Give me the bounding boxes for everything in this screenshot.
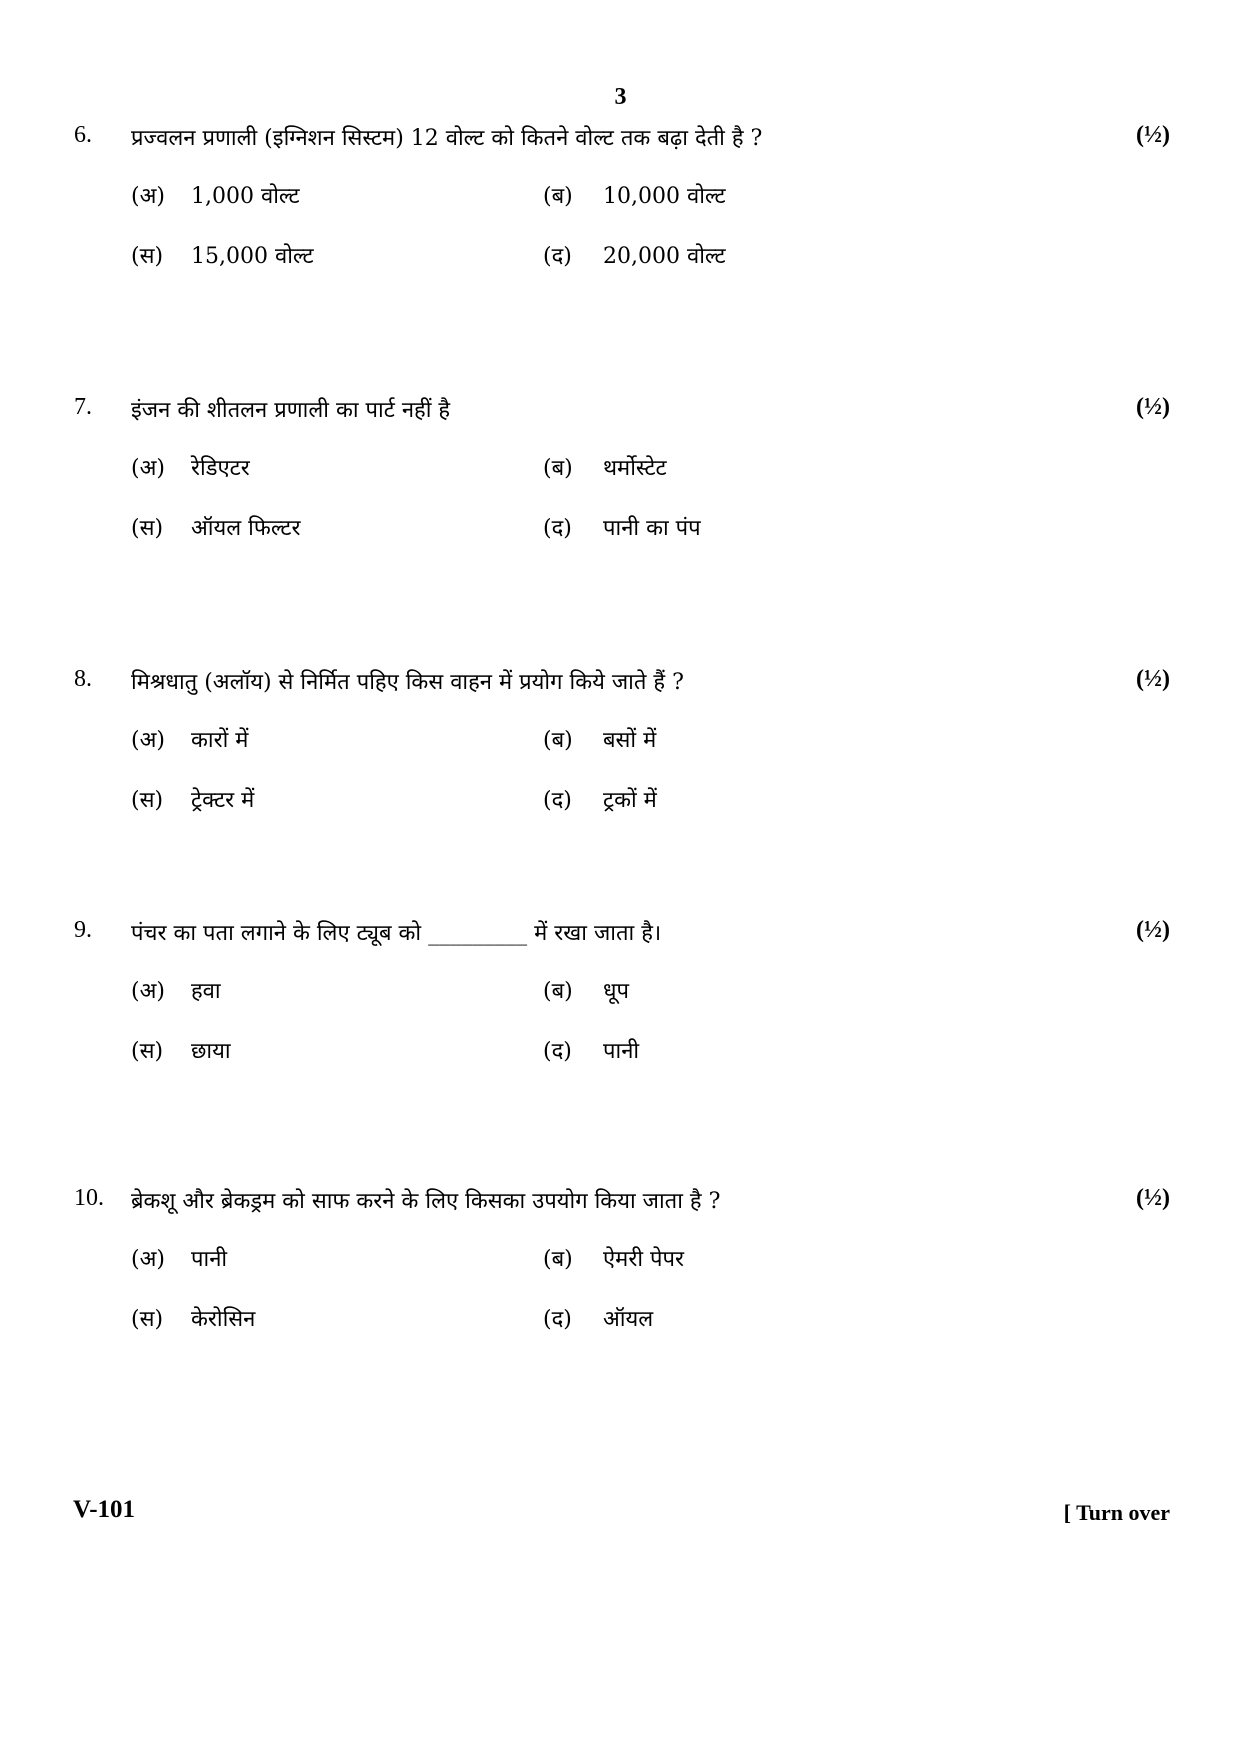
- question-text: प्रज्वलन प्रणाली (इग्निशन सिस्टम) 12 वोल्ट को कितने वोल्ट तक बढ़ा देती है ?: [131, 126, 763, 151]
- question-text: पंचर का पता लगाने के लिए ट्यूब को _________ में रखा जाता है।: [131, 921, 662, 946]
- option-d: [543, 512, 701, 542]
- page-number: 3: [614, 84, 627, 110]
- question-text: इंजन की शीतलन प्रणाली का पार्ट नहीं है: [131, 398, 451, 423]
- question-marks: (½): [1136, 1185, 1170, 1211]
- option-label: (ब): [543, 728, 573, 753]
- option-label: (अ): [131, 979, 165, 1004]
- question-7: [0, 394, 1241, 541]
- option-label: (द): [543, 244, 572, 269]
- option-text: रेडिएटर: [191, 456, 250, 481]
- question-text: ब्रेकशू और ब्रेकड्रम को साफ करने के लिए किसका उपयोग किया जाता है ?: [131, 1189, 721, 1214]
- option-a: [131, 452, 250, 482]
- option-text: 1,000 वोल्ट: [191, 184, 300, 209]
- question-marks: (½): [1136, 122, 1170, 148]
- option-text: 20,000 वोल्ट: [603, 244, 726, 269]
- option-text: ट्रेक्टर में: [191, 788, 255, 813]
- question-number: 8.: [74, 666, 92, 692]
- option-label: (द): [543, 788, 572, 813]
- option-label: (ब): [543, 1247, 573, 1272]
- question-marks: (½): [1136, 666, 1170, 692]
- option-text: ऑयल फिल्टर: [191, 516, 301, 541]
- option-a: [131, 180, 300, 210]
- option-text: थर्मोस्टेट: [603, 456, 667, 481]
- option-b: [543, 180, 726, 210]
- option-c: [131, 240, 314, 270]
- question-text: मिश्रधातु (अलॉय) से निर्मित पहिए किस वाहन में प्रयोग किये जाते हैं ?: [131, 670, 684, 695]
- option-label: (अ): [131, 184, 165, 209]
- option-b: [543, 724, 656, 754]
- option-text: केरोसिन: [191, 1307, 256, 1332]
- option-text: पानी का पंप: [603, 516, 701, 541]
- option-b: [543, 975, 629, 1005]
- question-8: [0, 666, 1241, 813]
- option-label: (अ): [131, 728, 165, 753]
- option-a: [131, 724, 248, 754]
- question-number: 9.: [74, 917, 92, 943]
- option-text: 10,000 वोल्ट: [603, 184, 726, 209]
- option-a: [131, 975, 221, 1005]
- question-number: 10.: [74, 1185, 104, 1211]
- option-text: कारों में: [191, 728, 249, 753]
- question-marks: (½): [1136, 394, 1170, 420]
- option-text: हवा: [191, 979, 221, 1004]
- option-text: पानी: [191, 1247, 228, 1272]
- option-text: बसों में: [603, 728, 657, 753]
- option-text: ऑयल: [603, 1307, 654, 1332]
- question-marks: (½): [1136, 917, 1170, 943]
- turn-over-note: [ Turn over: [1063, 1500, 1170, 1525]
- option-d: [543, 1303, 653, 1333]
- option-label: (ब): [543, 979, 573, 1004]
- option-label: (ब): [543, 456, 573, 481]
- option-label: (अ): [131, 1247, 165, 1272]
- option-label: (द): [543, 1307, 572, 1332]
- option-c: [131, 1303, 255, 1333]
- option-label: (स): [131, 1307, 164, 1332]
- option-label: (स): [131, 244, 164, 269]
- option-text: 15,000 वोल्ट: [191, 244, 314, 269]
- option-text: ऐमरी पेपर: [603, 1247, 685, 1272]
- option-d: [543, 784, 657, 814]
- option-label: (स): [131, 788, 164, 813]
- option-text: छाया: [191, 1039, 231, 1064]
- option-a: [131, 1243, 227, 1273]
- question-9: [0, 917, 1241, 1064]
- option-text: पानी: [603, 1039, 640, 1064]
- option-text: धूप: [603, 979, 630, 1004]
- option-label: (द): [543, 516, 572, 541]
- option-d: [543, 240, 726, 270]
- option-label: (स): [131, 516, 164, 541]
- question-10: [0, 1185, 1241, 1332]
- question-number: 6.: [74, 122, 92, 148]
- question-6: [0, 122, 1241, 269]
- option-b: [543, 452, 667, 482]
- option-text: ट्रकों में: [603, 788, 657, 813]
- option-label: (ब): [543, 184, 573, 209]
- option-label: (स): [131, 1039, 164, 1064]
- option-c: [131, 1035, 231, 1065]
- option-label: (अ): [131, 456, 165, 481]
- option-label: (द): [543, 1039, 572, 1064]
- option-c: [131, 784, 254, 814]
- question-number: 7.: [74, 394, 92, 420]
- option-c: [131, 512, 301, 542]
- paper-code: V-101: [73, 1496, 136, 1523]
- option-b: [543, 1243, 684, 1273]
- option-d: [543, 1035, 639, 1065]
